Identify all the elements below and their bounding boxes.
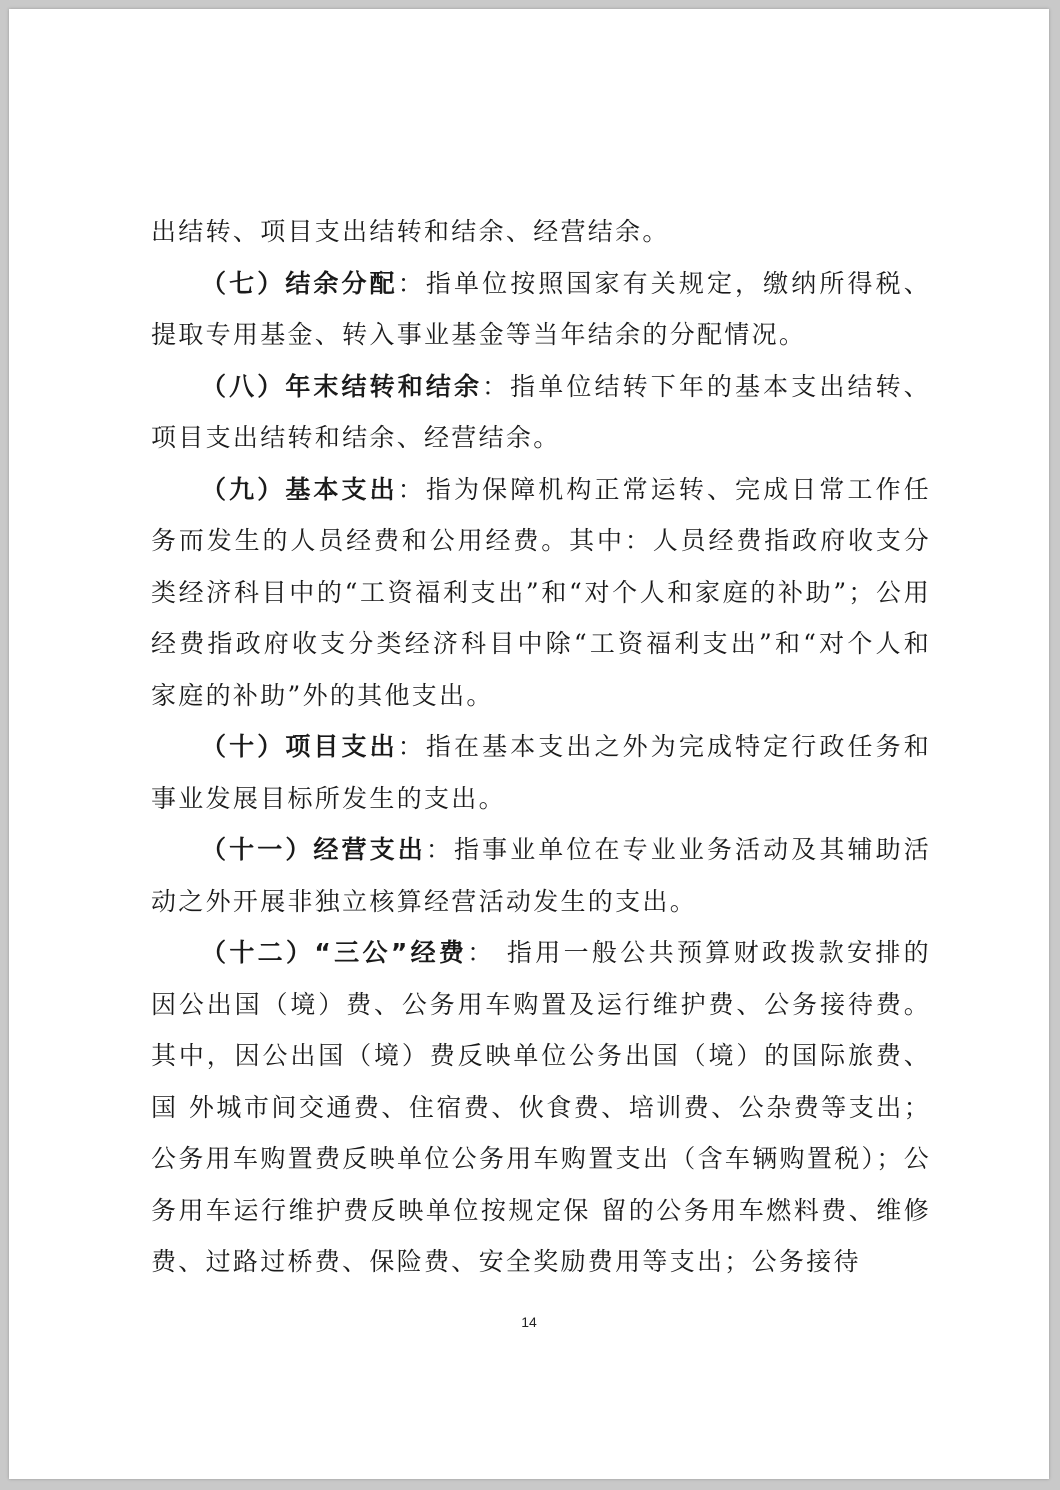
paragraph-operating-expenditure xyxy=(151,824,931,927)
term-heading: （十二）“三公”经费 xyxy=(201,938,468,967)
paragraph-project-expenditure xyxy=(151,721,931,824)
body-text xyxy=(151,206,931,1288)
term-heading: （七）结余分配 xyxy=(201,268,398,298)
paragraph-body: ：指单位结转下年的基本支出结转、项目支出结转和结余、经营结余。 xyxy=(151,371,931,452)
paragraph-year-end-carryover xyxy=(151,361,931,464)
paragraph-body: ： 指用一般公共预算财政拨款安排的因公出国（境）费、公务用车购置及运行维护费、公务接待费。其中，因公出国（境）费反映单位公务出国（境）的国际旅费、国 外城市间交通费、住宿费、伙食费、培训费、公杂费等支出；公务用车购置费反映单位公务用车购置支出（含车辆购置税）；公务用车运行维护费反映单位按规定保 留的公务用车燃料费、维修费、过路过桥费、保险费、安全奖励费用等支出；公务接待 xyxy=(151,938,931,1276)
term-heading: （九）基本支出 xyxy=(201,474,398,504)
term-heading: （十一）经营支出 xyxy=(201,835,426,864)
paragraph-three-public-expenses xyxy=(151,927,931,1288)
paragraph-body: ：指单位按照国家有关规定，缴纳所得税、提取专用基金、转入事业基金等当年结余的分配情况。 xyxy=(151,268,932,349)
document-page xyxy=(9,9,1049,1479)
term-heading: （八）年末结转和结余 xyxy=(201,371,483,401)
term-heading: （十）项目支出 xyxy=(201,732,398,761)
paragraph-profit-distribution xyxy=(151,258,931,361)
paragraph-body: 出结转、项目支出结转和结余、经营结余。 xyxy=(151,217,670,246)
paragraph-body: ：指事业单位在专业业务活动及其辅助活动之外开展非独立核算经营活动发生的支出。 xyxy=(151,835,932,916)
paragraph-body: ：指在基本支出之外为完成特定行政任务和事业发展目标所发生的支出。 xyxy=(151,732,932,813)
page-number: 14 xyxy=(521,1314,537,1330)
paragraph-body: ：指为保障机构正常运转、完成日常工作任务而发生的人员经费和公用经费。其中：人员经费指政府收支分类经济科目中的“工资福利支出”和“对个人和家庭的补助”；公用经费指政府收支分类经济科目中除“工资福利支出”和“对个人和家庭的补助”外的其他支出。 xyxy=(151,474,932,710)
paragraph-continuation xyxy=(151,206,931,258)
paragraph-basic-expenditure xyxy=(151,464,931,722)
